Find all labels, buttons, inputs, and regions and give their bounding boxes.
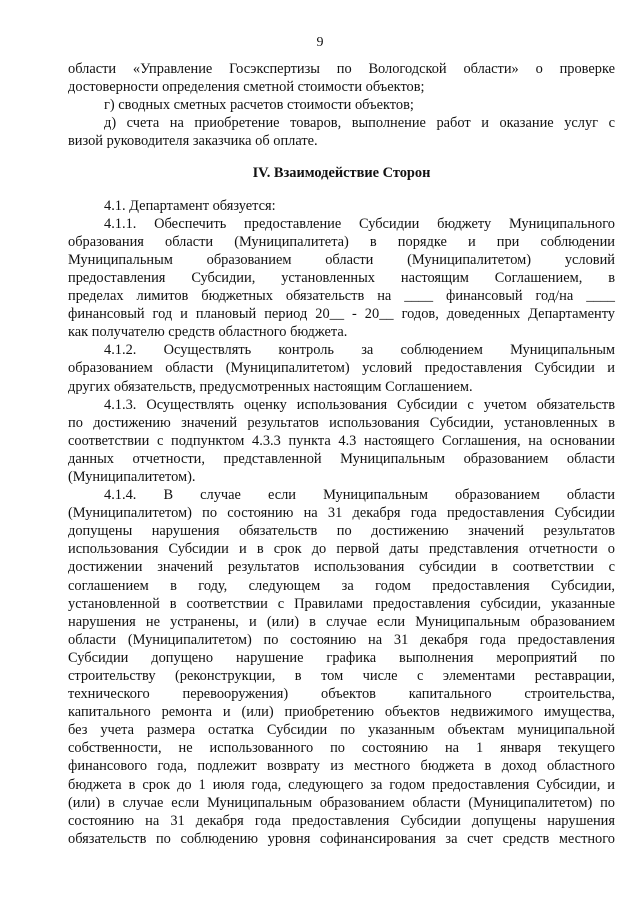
text-line: (или) в случае если Муниципальным образованием области (Муниципалитетом) по — [68, 794, 615, 811]
text-line: данных отчетности, представленной Муниципальным образованием области — [68, 450, 615, 467]
text-line: (Муниципалитетом) по состоянию на 31 декабря года предоставления Субсидии — [68, 505, 615, 522]
text-line: технического перевооружения) объектов капитального строительства, — [68, 686, 615, 703]
text-line: области «Управление Госэкспертизы по Вологодской области» о проверке — [68, 61, 615, 77]
text-line: образования области (Муниципалитета) в порядке и при соблюдении — [68, 233, 615, 250]
text-line: образованием области (Муниципалитетом) условий предоставления Субсидии и — [68, 360, 615, 377]
text-line: 4.1.3. Осуществлять оценку использования Субсидии с учетом обязательств — [104, 396, 615, 413]
text-line: предоставления Субсидии, установленных настоящим Соглашением, в — [68, 269, 615, 286]
text-line: без учета размера остатка Субсидии по указанным объектам муниципальной — [68, 722, 615, 739]
text-line: д) счета на приобретение товаров, выполнение работ и оказание услуг с — [104, 115, 615, 132]
clause-4-1-3 — [68, 396, 615, 486]
text-line: области (Муниципалитетом) по состоянию на 31 декабря года предоставления — [68, 631, 615, 648]
text-line: Субсидии допущено нарушение графика выполнения мероприятий по — [68, 649, 615, 666]
text-line: достижении значений результатов использования субсидии в соответствии с — [68, 559, 615, 576]
clause-4-1-4 — [68, 486, 615, 848]
intro-block — [68, 60, 615, 150]
text-line: пределах лимитов бюджетных обязательств на ____ финансовый год/на ____ — [68, 288, 615, 305]
text-line: других обязательств, предусмотренных настоящим Соглашением. — [68, 378, 473, 395]
text-line: нарушения не устранены, и (или) в случае если Муниципальным образованием — [68, 613, 615, 630]
text-line: допущены нарушения обязательств по достижению значений результатов — [68, 523, 615, 540]
text-line: 4.1.2. Осуществлять контроль за соблюдением Муниципальным — [104, 342, 615, 359]
text-line: 4.1.4. В случае если Муниципальным образованием области — [104, 487, 615, 504]
section-title: IV. Взаимодействие Сторон — [252, 165, 431, 182]
text-line: (Муниципалитетом). — [68, 468, 196, 485]
document-body — [68, 60, 615, 848]
page-number: 9 — [316, 35, 324, 50]
clause-4-1-2 — [68, 341, 615, 395]
text-line: финансовый год и плановый период 20__ - 20__ годов, доведенных Департаменту — [68, 306, 615, 323]
clause-4-1 — [68, 197, 615, 215]
clause-heading: 4.1. Департамент обязуется: — [104, 197, 276, 214]
text-line: строительству (реконструкции, в том числе с элементами реставрации, — [68, 668, 615, 684]
text-line: состоянию на 31 декабря года предоставления Субсидии допущены нарушения — [68, 812, 615, 829]
text-line: установленной в соответствии с Правилами предоставления субсидии, указанные — [68, 595, 615, 612]
text-line: собственности, не использованного по состоянию на 1 января текущего — [68, 740, 615, 757]
text-line: финансового года, подлежит возврату из местного бюджета в доход областного — [68, 758, 615, 775]
text-line: как получателю средств областного бюджета. — [68, 324, 348, 341]
text-line: г) сводных сметных расчетов стоимости объектов; — [104, 97, 414, 114]
text-line: соответствии с подпунктом 4.3.3 пункта 4.3 настоящего Соглашения, на основании — [68, 432, 615, 449]
text-line: по достижению значений результатов использования Субсидии, установленных в — [68, 414, 615, 431]
text-line: капитального ремонта и (или) приобретению объектов недвижимого имущества, — [68, 704, 615, 721]
text-line: обязательств по соблюдению уровня софинансирования за счет средств местного — [68, 830, 615, 847]
text-line: визой руководителя заказчика об оплате. — [68, 133, 318, 150]
text-line: достоверности определения сметной стоимости объектов; — [68, 79, 425, 96]
text-line: 4.1.1. Обеспечить предоставление Субсидии бюджету Муниципального — [104, 215, 615, 232]
text-line: соглашением в году, следующем за годом предоставления Субсидии, — [68, 577, 615, 594]
clause-4-1-1 — [68, 215, 615, 342]
text-line: Муниципальным образованием области (Муниципалитетом) условий — [68, 251, 615, 268]
text-line: использования Субсидии и в срок до первой даты представления отчетности о — [68, 541, 615, 558]
text-line: бюджета в срок до 1 июля года, следующего за годом предоставления Субсидии, и — [68, 776, 615, 793]
